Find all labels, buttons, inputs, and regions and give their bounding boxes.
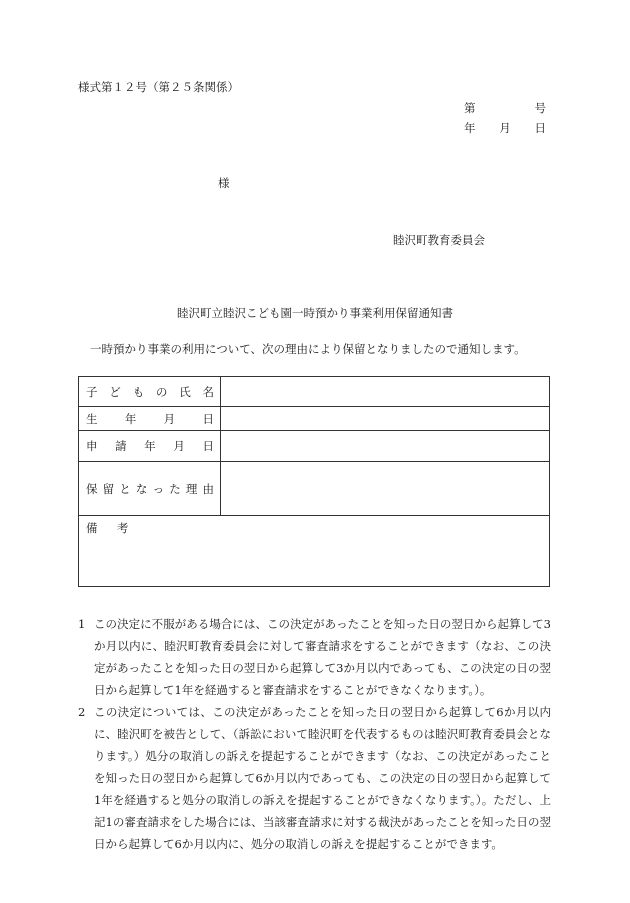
label-char: 理 xyxy=(185,481,198,496)
document-number-line xyxy=(464,100,546,116)
table-row-remarks xyxy=(79,516,550,587)
label-char: 申 xyxy=(86,439,98,453)
reason-label xyxy=(79,462,221,516)
note-number: 1 xyxy=(78,617,86,631)
label-char: 年 xyxy=(144,439,156,453)
label-char: 請 xyxy=(115,439,127,453)
remarks-label-char: 考 xyxy=(116,521,129,535)
label-char: 名 xyxy=(202,384,214,399)
label-char: ど xyxy=(109,384,121,399)
label-char: 生 xyxy=(86,411,98,426)
child-name-value xyxy=(221,377,550,407)
application-date-value xyxy=(221,431,550,462)
label-char: 日 xyxy=(202,439,214,453)
remarks-cell xyxy=(79,516,550,587)
intro-text: 一時預かり事業の利用について、次の理由により保留となりましたので通知します。 xyxy=(90,342,526,356)
label-char: 子 xyxy=(86,384,98,399)
note-item xyxy=(78,613,551,701)
application-date-label xyxy=(79,431,221,462)
label-char: 年 xyxy=(124,411,137,426)
table-row-reason xyxy=(79,462,550,516)
remarks-label-char: 備 xyxy=(86,521,98,535)
note-item xyxy=(78,701,551,855)
number-suffix: 号 xyxy=(534,101,546,115)
label-char: も xyxy=(132,384,145,399)
date-year: 年 xyxy=(464,121,476,135)
form-number: 様式第１２号（第２５条関係） xyxy=(78,80,239,94)
addressee-suffix: 様 xyxy=(218,176,230,190)
label-char: 留 xyxy=(102,481,115,496)
label-char: 日 xyxy=(202,411,214,426)
label-char: と xyxy=(119,481,131,496)
info-table xyxy=(78,376,550,587)
birth-date-value xyxy=(221,407,550,431)
notes-section xyxy=(78,613,551,855)
date-day: 日 xyxy=(534,121,546,135)
date-month: 月 xyxy=(499,121,511,135)
label-char: 氏 xyxy=(179,384,191,399)
label-char: 月 xyxy=(163,411,176,426)
document-title: 睦沢町立睦沢こども園一時預かり事業利用保留通知書 xyxy=(177,306,453,320)
note-text: この決定に不服がある場合には、この決定があったことを知った日の翌日から起算して3か月以内に、睦沢町教育委員会に対して審査請求をすることができます（なお、この決定があったことを知った日の翌日から起算して3か月以内であっても、この決定の日の翌日から起算して1年を経過すると審査請求をすることができなくなります。）。 xyxy=(94,617,551,697)
label-char: 由 xyxy=(202,481,214,496)
reason-value xyxy=(221,462,550,516)
label-char: 保 xyxy=(86,481,98,496)
issuer-name: 睦沢町教育委員会 xyxy=(393,233,485,247)
label-char: 月 xyxy=(173,439,185,453)
document-date-line xyxy=(464,120,546,136)
table-row-birth-date xyxy=(79,407,550,431)
label-char: の xyxy=(155,384,168,399)
label-char: っ xyxy=(152,481,165,496)
label-char: た xyxy=(169,481,181,496)
number-prefix: 第 xyxy=(464,101,476,115)
table-row-application-date xyxy=(79,431,550,462)
label-char: な xyxy=(135,481,148,496)
table-row-child-name xyxy=(79,377,550,407)
note-text: この決定については、この決定があったことを知った日の翌日から起算して6か月以内に、睦沢町を被告として、（訴訟において睦沢町を代表するものは睦沢町教育委員会となります。）処分の取消しの訴えを提起することができます（なお、この決定があったことを知った日の翌日から起算して6か月以内であっても、この決定の日の翌日から起算して1年を経過すると処分の取消しの訴えを提起することができなくなります。）。ただし、上記1の審査請求をした場合には、当該審査請求に対する裁決があったことを知った日の翌日から起算して6か月以内に、処分の取消しの訴えを提起することができます。 xyxy=(94,705,551,851)
birth-date-label xyxy=(79,407,221,431)
child-name-label xyxy=(79,377,221,407)
note-number: 2 xyxy=(78,705,86,719)
